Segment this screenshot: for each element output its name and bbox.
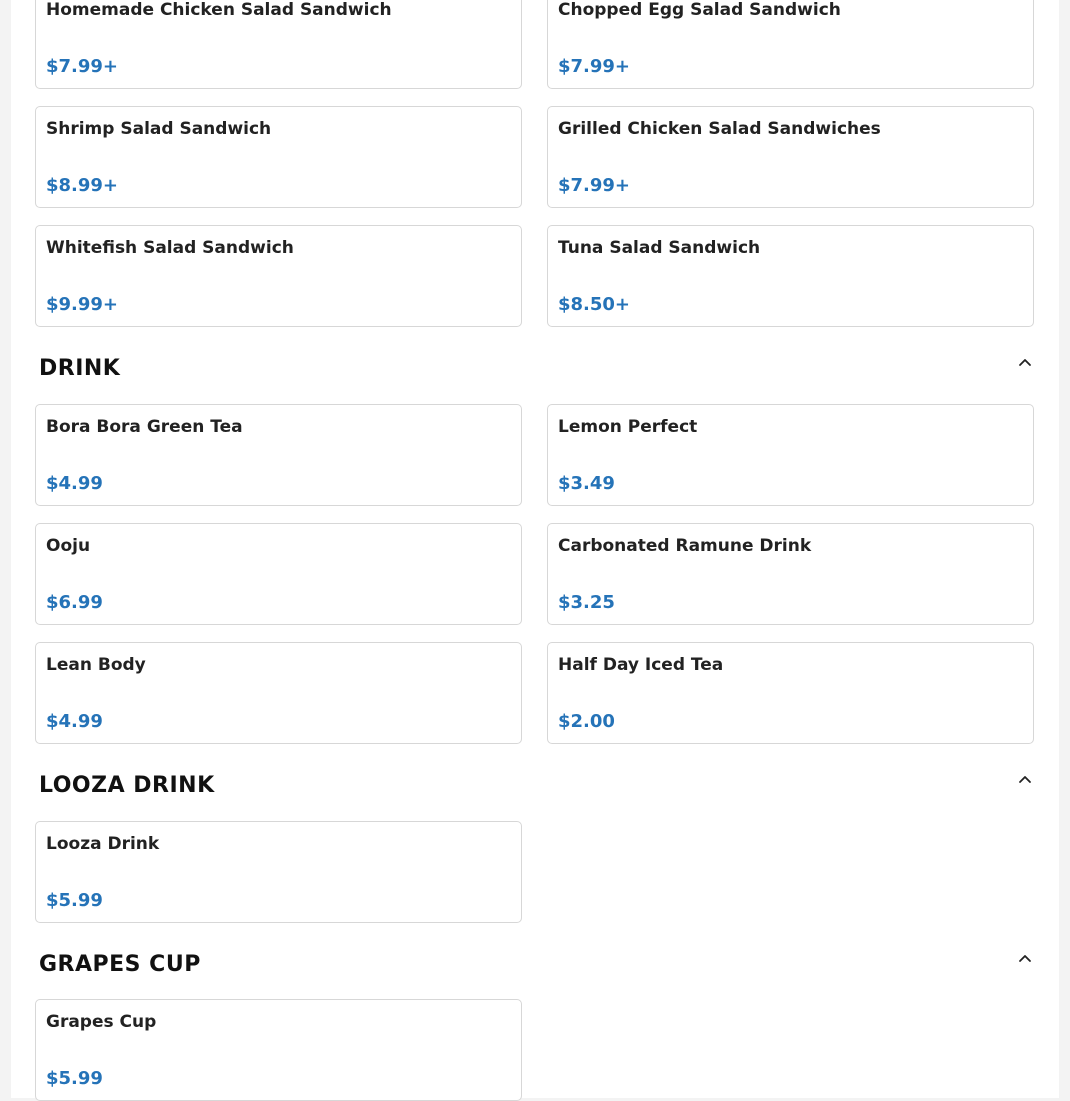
item-price: $4.99 bbox=[46, 711, 103, 732]
section-title-looza-drink: LOOZA DRINK bbox=[39, 773, 215, 798]
item-price: $8.99+ bbox=[46, 175, 119, 196]
item-price: $7.99+ bbox=[46, 56, 119, 77]
menu-item-card[interactable] bbox=[35, 999, 522, 1101]
menu-item-card[interactable] bbox=[35, 225, 522, 327]
section-title-drink: DRINK bbox=[39, 356, 121, 381]
menu-item-card[interactable] bbox=[35, 821, 522, 923]
item-price: $7.99+ bbox=[558, 175, 631, 196]
item-name: Chopped Egg Salad Sandwich bbox=[558, 0, 841, 20]
item-price: $6.99 bbox=[46, 592, 103, 613]
item-price: $9.99+ bbox=[46, 294, 119, 315]
menu-item-card[interactable] bbox=[35, 523, 522, 625]
menu-item-card[interactable] bbox=[35, 106, 522, 208]
section-title-grapes-cup: GRAPES CUP bbox=[39, 952, 201, 977]
item-name: Looza Drink bbox=[46, 834, 160, 854]
item-name: Bora Bora Green Tea bbox=[46, 417, 243, 437]
item-name: Ooju bbox=[46, 536, 91, 556]
item-name: Whitefish Salad Sandwich bbox=[46, 238, 294, 258]
item-name: Lean Body bbox=[46, 655, 146, 675]
menu-item-card[interactable] bbox=[547, 225, 1034, 327]
item-price: $5.99 bbox=[46, 1068, 103, 1089]
chevron-up-icon[interactable] bbox=[1016, 770, 1034, 788]
menu-item-card[interactable] bbox=[35, 642, 522, 744]
menu-item-card[interactable] bbox=[547, 523, 1034, 625]
menu-item-card[interactable] bbox=[35, 404, 522, 506]
menu-item-card[interactable] bbox=[547, 404, 1034, 506]
item-price: $2.00 bbox=[558, 711, 615, 732]
chevron-up-icon[interactable] bbox=[1016, 949, 1034, 967]
item-price: $8.50+ bbox=[558, 294, 631, 315]
item-name: Grilled Chicken Salad Sandwiches bbox=[558, 119, 881, 139]
item-price: $3.25 bbox=[558, 592, 615, 613]
item-name: Carbonated Ramune Drink bbox=[558, 536, 812, 556]
menu-item-card[interactable] bbox=[547, 0, 1034, 89]
item-name: Lemon Perfect bbox=[558, 417, 698, 437]
menu-item-card[interactable] bbox=[547, 106, 1034, 208]
item-price: $4.99 bbox=[46, 473, 103, 494]
item-price: $7.99+ bbox=[558, 56, 631, 77]
menu-item-card[interactable] bbox=[35, 0, 522, 89]
item-name: Shrimp Salad Sandwich bbox=[46, 119, 272, 139]
item-price: $5.99 bbox=[46, 890, 103, 911]
item-name: Grapes Cup bbox=[46, 1012, 157, 1032]
item-price: $3.49 bbox=[558, 473, 615, 494]
menu-page bbox=[11, 0, 1059, 1098]
menu-item-card[interactable] bbox=[547, 642, 1034, 744]
chevron-up-icon[interactable] bbox=[1016, 353, 1034, 371]
item-name: Homemade Chicken Salad Sandwich bbox=[46, 0, 392, 20]
item-name: Tuna Salad Sandwich bbox=[558, 238, 761, 258]
item-name: Half Day Iced Tea bbox=[558, 655, 724, 675]
